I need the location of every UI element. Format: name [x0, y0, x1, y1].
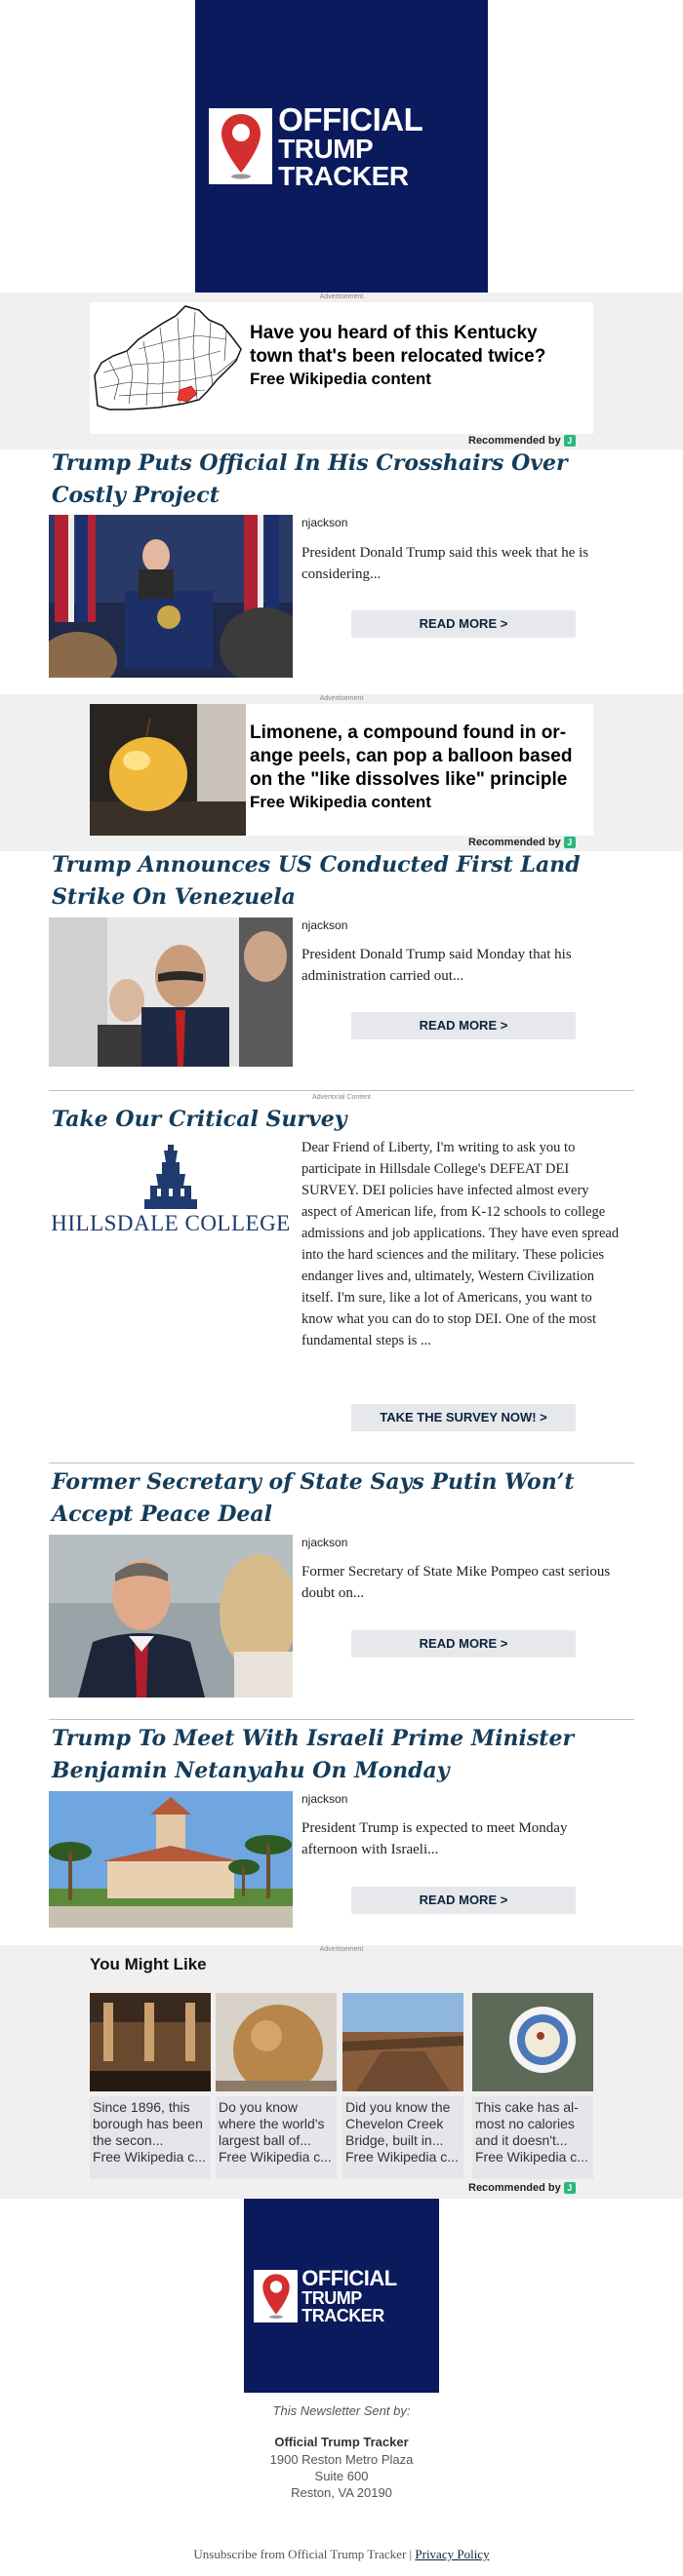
- map-pin-icon: [254, 2270, 298, 2322]
- logo-line2: TRUMP TRACKER: [278, 133, 409, 191]
- sent-by: This Newsletter Sent by:: [272, 2403, 411, 2418]
- divider: [49, 1719, 634, 1720]
- recommender-icon: J: [564, 2182, 576, 2194]
- read-more-button[interactable]: READ MORE >: [351, 1012, 576, 1039]
- hillsdale-logo-text: HILLSDALE COLLEGE: [51, 1211, 291, 1235]
- ad-headline[interactable]: Have you heard of this Kentucky town that's been relocated twice?: [250, 323, 546, 367]
- footer-address2: Suite 600: [314, 2469, 369, 2483]
- orange-peel-image: [90, 704, 246, 836]
- ad-label: Advertisement: [319, 695, 364, 702]
- article-title[interactable]: Former Secretary of State Says Putin Won’t Accept Peace Deal: [52, 1469, 575, 1527]
- yml-card[interactable]: [216, 1993, 337, 2174]
- ad-label: Advertisement: [319, 293, 364, 300]
- sponsored-body: Dear Friend of Liberty, I'm writing to ask you to participate in Hillsdale College's DEFEAT DEI SURVEY. DEI policies have infected almost every aspect of American life, from K-12 schools to college admissions and job applications. They have even spread into the hard sciences and the military. These policies endanger lives and, ultimately, Western Civilization itself. I'm sure, like a lot of Americans, you want to know what you can do to stop DEI. One of the most fundamental steps is ...: [301, 1140, 620, 1348]
- article-image-mar-a-lago[interactable]: [49, 1791, 293, 1928]
- article-summary: President Trump is expected to meet Monday afternoon with Israeli...: [301, 1820, 568, 1857]
- article-image-maduro[interactable]: [49, 917, 293, 1067]
- yml-caption[interactable]: Do you know where the world's largest ball of...: [219, 2099, 325, 2148]
- take-survey-button[interactable]: TAKE THE SURVEY NOW! >: [351, 1404, 576, 1431]
- recommender-icon: J: [564, 837, 576, 848]
- recommended-by[interactable]: [468, 2182, 576, 2194]
- ad-card-limonene[interactable]: [90, 704, 593, 836]
- yml-source: Free Wikipedia c...: [93, 2149, 206, 2165]
- article-author: njackson: [301, 1792, 348, 1806]
- article-title[interactable]: Trump Announces US Conducted First Land Strike On Venezuela: [52, 852, 581, 910]
- yml-card[interactable]: [90, 1993, 211, 2174]
- read-more-button[interactable]: READ MORE >: [351, 1630, 576, 1658]
- ad-source: Free Wikipedia content: [250, 793, 431, 811]
- privacy-policy-link[interactable]: Privacy Policy: [415, 2547, 490, 2561]
- yml-image-bridge: [342, 1993, 463, 2091]
- map-pin-icon: [209, 108, 272, 184]
- yml-caption[interactable]: This cake has al-most no calories and it doesn't...: [475, 2099, 579, 2148]
- read-more-button[interactable]: READ MORE >: [351, 1887, 576, 1914]
- yml-source: Free Wikipedia c...: [345, 2149, 459, 2165]
- yml-image-ball: [216, 1993, 337, 2091]
- logo-line1: OFFICIAL: [301, 2266, 397, 2290]
- unsubscribe-link[interactable]: Unsubscribe from Official Trump Tracker |: [193, 2547, 416, 2561]
- recommended-label: Recommended by: [468, 435, 561, 447]
- logo-line2: TRUMP TRACKER: [301, 2288, 384, 2325]
- ad-headline[interactable]: Limonene, a compound found in or-ange peels, can pop a balloon based on the "like dissolves like" principle: [250, 722, 573, 790]
- yml-source: Free Wikipedia c...: [475, 2149, 588, 2165]
- article-title[interactable]: Trump To Meet With Israeli Prime Minister Benjamin Netanyahu On Monday: [52, 1726, 575, 1783]
- article-summary: Former Secretary of State Mike Pompeo cast serious doubt on...: [301, 1564, 611, 1601]
- recommended-by[interactable]: [468, 435, 576, 447]
- footer-address3: Reston, VA 20190: [291, 2485, 392, 2500]
- article-author: njackson: [301, 516, 348, 529]
- yml-source: Free Wikipedia c...: [219, 2149, 332, 2165]
- article-title[interactable]: Trump Puts Official In His Crosshairs Over Costly Project: [52, 450, 568, 508]
- advertorial-label: Advertorial Content: [312, 1094, 371, 1101]
- recommended-label: Recommended by: [468, 2182, 561, 2194]
- you-might-like-band: [0, 1945, 683, 2199]
- article-summary: President Donald Trump said Monday that his administration carried out...: [301, 947, 572, 984]
- article-image-pompeo[interactable]: [49, 1535, 293, 1698]
- footer-logo[interactable]: [244, 2199, 439, 2393]
- sponsored-title[interactable]: Take Our Critical Survey: [52, 1107, 347, 1132]
- article-author: njackson: [301, 918, 348, 932]
- yml-card[interactable]: [472, 1993, 593, 2174]
- yml-image-cake: [472, 1993, 593, 2091]
- yml-caption[interactable]: Since 1896, this borough has been the secon...: [93, 2099, 203, 2148]
- recommender-icon: J: [564, 435, 576, 447]
- article-image-powell[interactable]: [49, 515, 293, 678]
- ad-label: Advertisement: [319, 1946, 364, 1953]
- divider: [49, 1463, 634, 1464]
- hillsdale-logo[interactable]: [49, 1141, 293, 1248]
- footer-org: Official Trump Tracker: [274, 2435, 409, 2449]
- ad-source: Free Wikipedia content: [250, 370, 431, 388]
- yml-image-borough: [90, 1993, 211, 2091]
- divider: [49, 1090, 634, 1091]
- read-more-button[interactable]: READ MORE >: [351, 610, 576, 638]
- ad-card-kentucky[interactable]: [90, 302, 593, 434]
- yml-caption[interactable]: Did you know the Chevelon Creek Bridge, built in...: [345, 2099, 451, 2148]
- article-author: njackson: [301, 1536, 348, 1549]
- article-summary: President Donald Trump said this week that he is considering...: [301, 545, 589, 582]
- tower-icon: [144, 1145, 197, 1209]
- ad-band-2: [0, 694, 683, 851]
- unsubscribe-line: [0, 2547, 683, 2562]
- ad-band-1: [0, 293, 683, 449]
- you-might-like-title: You Might Like: [90, 1955, 207, 1973]
- kentucky-map-image: [90, 302, 246, 434]
- logo-line1: OFFICIAL: [278, 100, 423, 137]
- header-logo[interactable]: [195, 0, 488, 293]
- yml-card[interactable]: [342, 1993, 463, 2174]
- recommended-label: Recommended by: [468, 837, 561, 848]
- recommended-by[interactable]: [468, 837, 576, 848]
- footer-address1: 1900 Reston Metro Plaza: [269, 2452, 414, 2467]
